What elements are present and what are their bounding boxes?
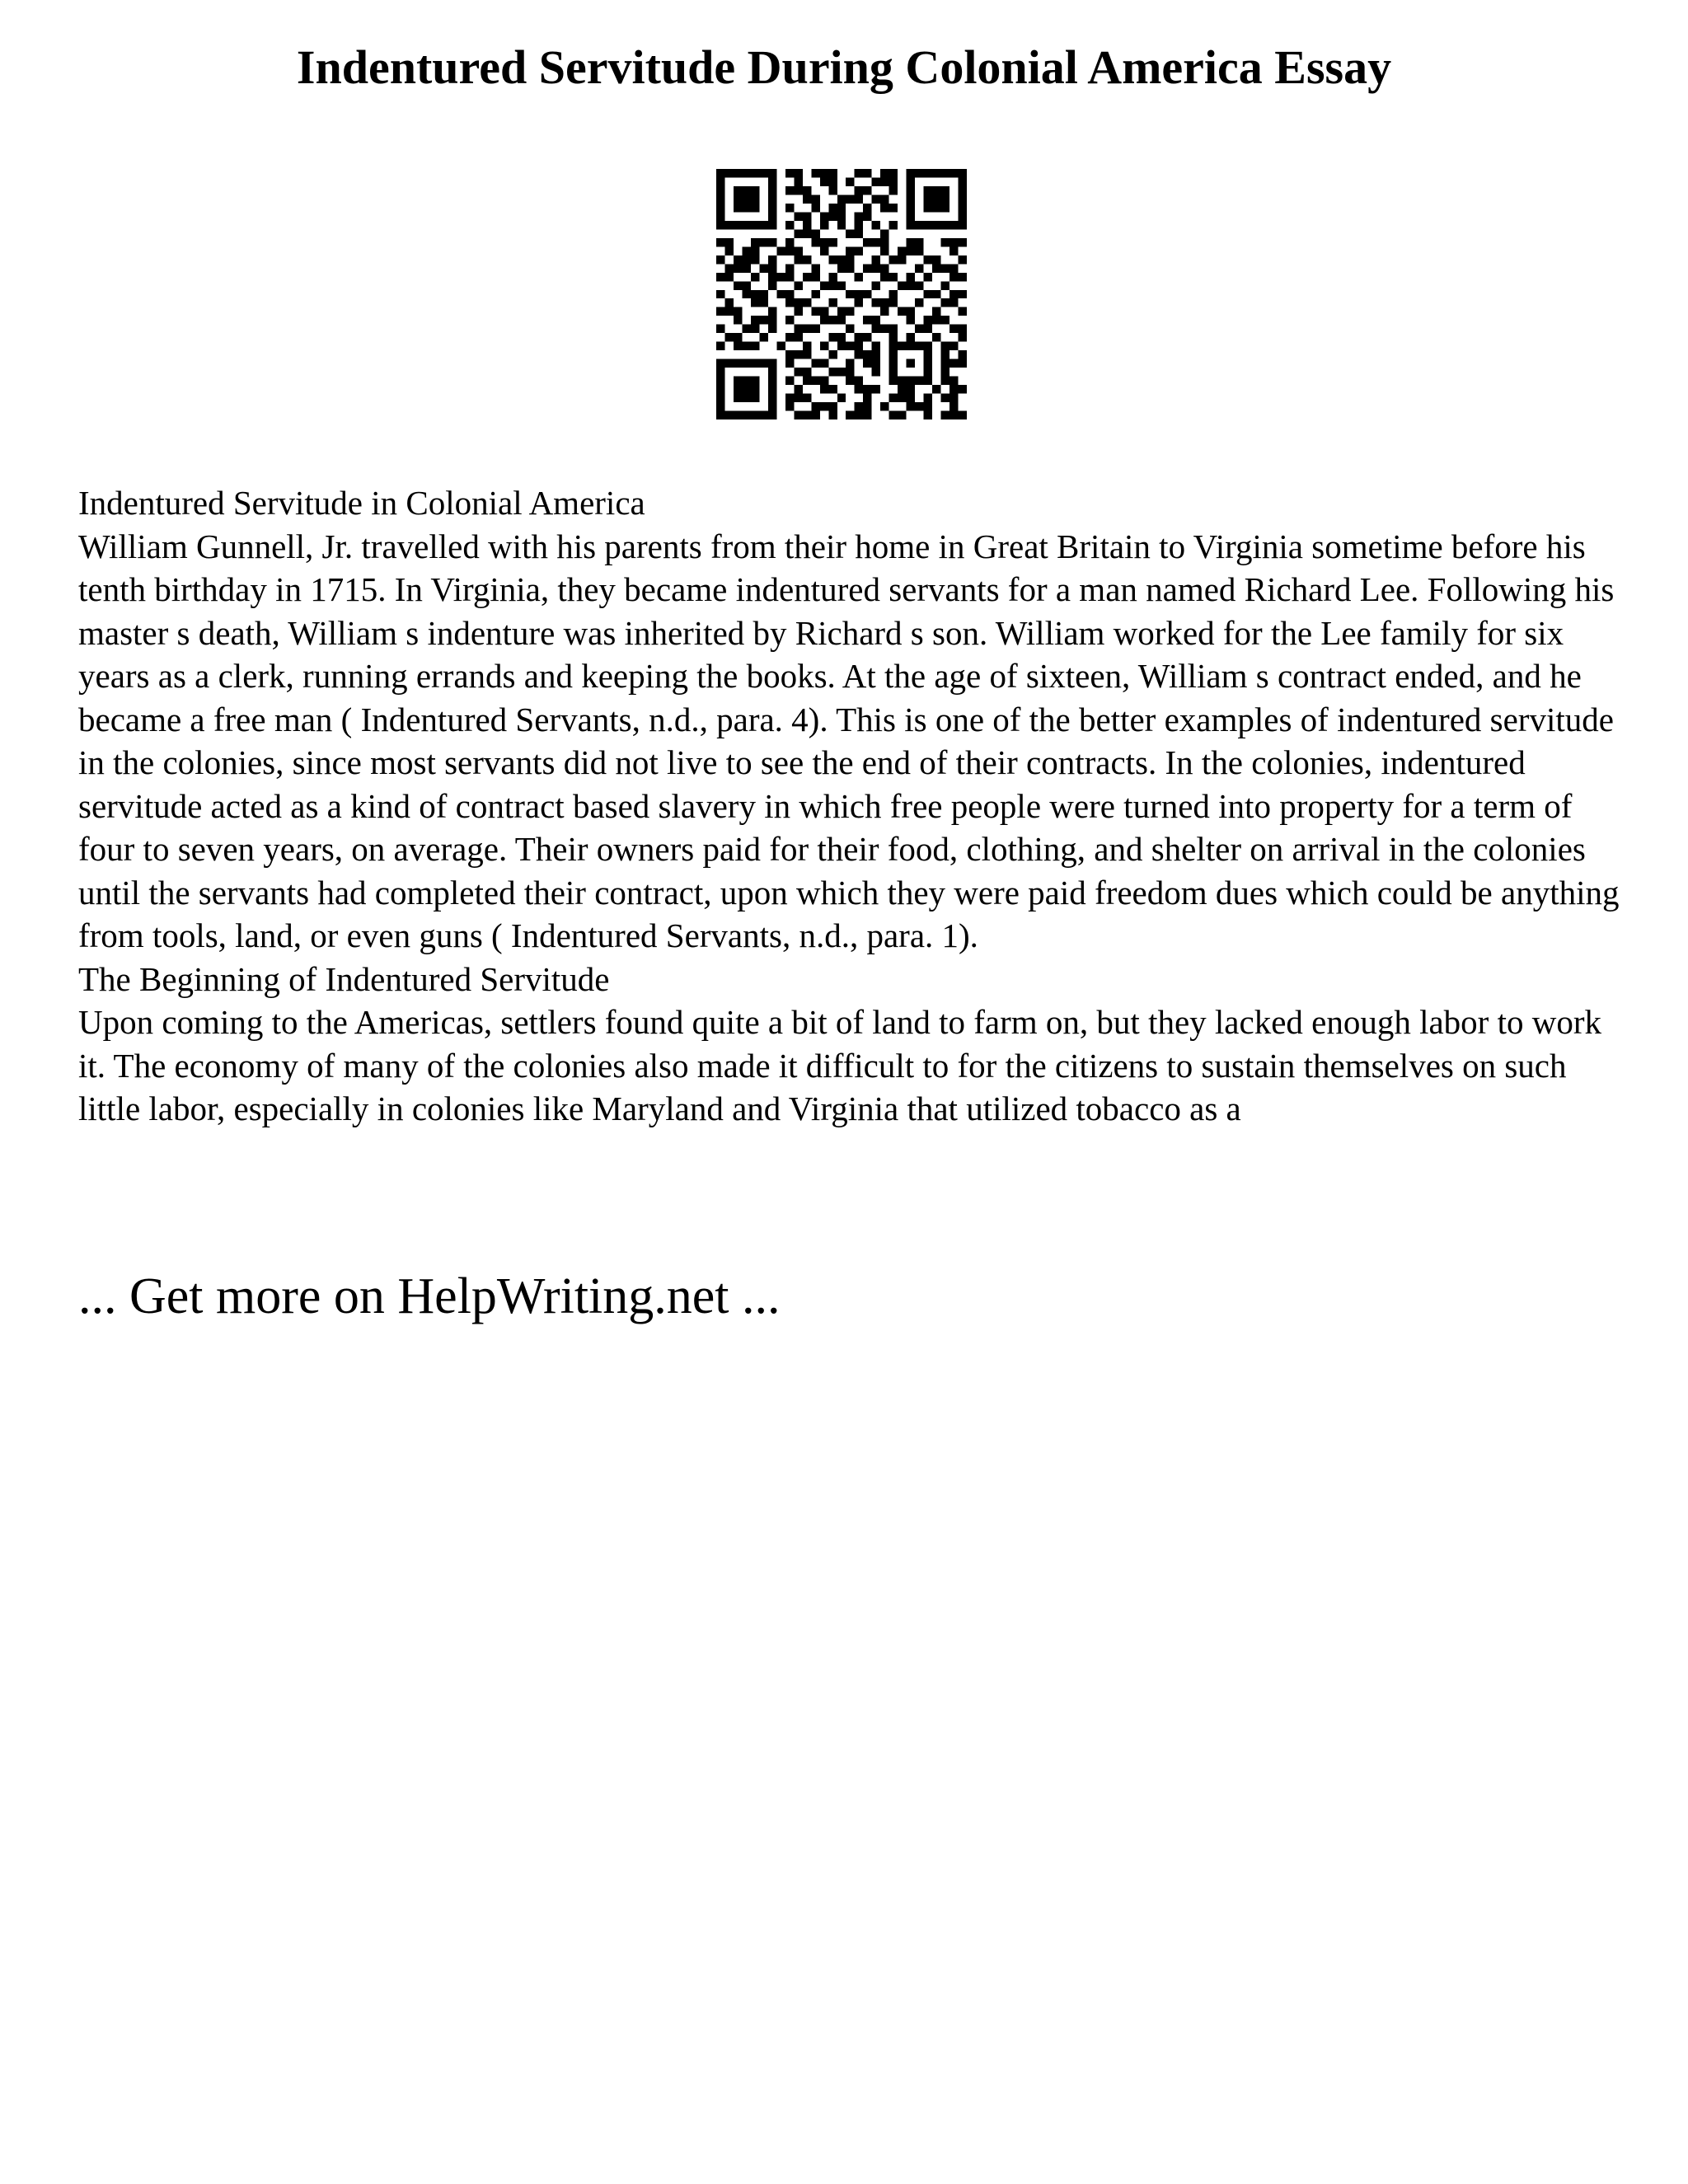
- section-heading-colonial-america: Indentured Servitude in Colonial America: [78, 484, 645, 522]
- qr-code-icon: [716, 169, 967, 419]
- essay-body: [78, 481, 1628, 1131]
- section-heading-beginning: The Beginning of Indentured Servitude: [78, 959, 610, 998]
- get-more-link[interactable]: ... Get more on HelpWriting.net ...: [78, 1268, 781, 1324]
- paragraph-william-gunnell: William Gunnell, Jr. travelled with his parents from their home in Great Britain to Virginia sometime before his tenth birthday in 1715. In Virginia, they became indentured servants for a man named Richard Lee. Following his master s death, William s indenture was inherited by Richard s son. William worked for the Lee family for six years as a clerk, running errands and keeping the books. At the age of sixteen, William s contract ended, and he became a free man ( Indentured Servants, n.d., para. 4). This is one of the better examples of indentured servitude in the colonies, since most servants did not live to see the end of their contracts. In the colonies, indentured servitude acted as a kind of contract based slavery in which free people were turned into property for a term of four to seven years, on average. Their owners paid for their food, clothing, and shelter on arrival in the colonies until the servants had completed their contract, upon which they were paid freedom dues which could be anything from tools, land, or even guns ( Indentured Servants, n.d., para. 1).: [78, 527, 1620, 954]
- paragraph-beginning: Upon coming to the Americas, settlers found quite a bit of land to farm on, but they lacked enough labor to work it. The economy of many of the colonies also made it difficult to for the citizens to sustain themselves on such little labor, especially in colonies like Maryland and Virginia that utilized tobacco as a: [78, 1003, 1601, 1127]
- document-title: Indentured Servitude During Colonial America Essay: [296, 40, 1392, 94]
